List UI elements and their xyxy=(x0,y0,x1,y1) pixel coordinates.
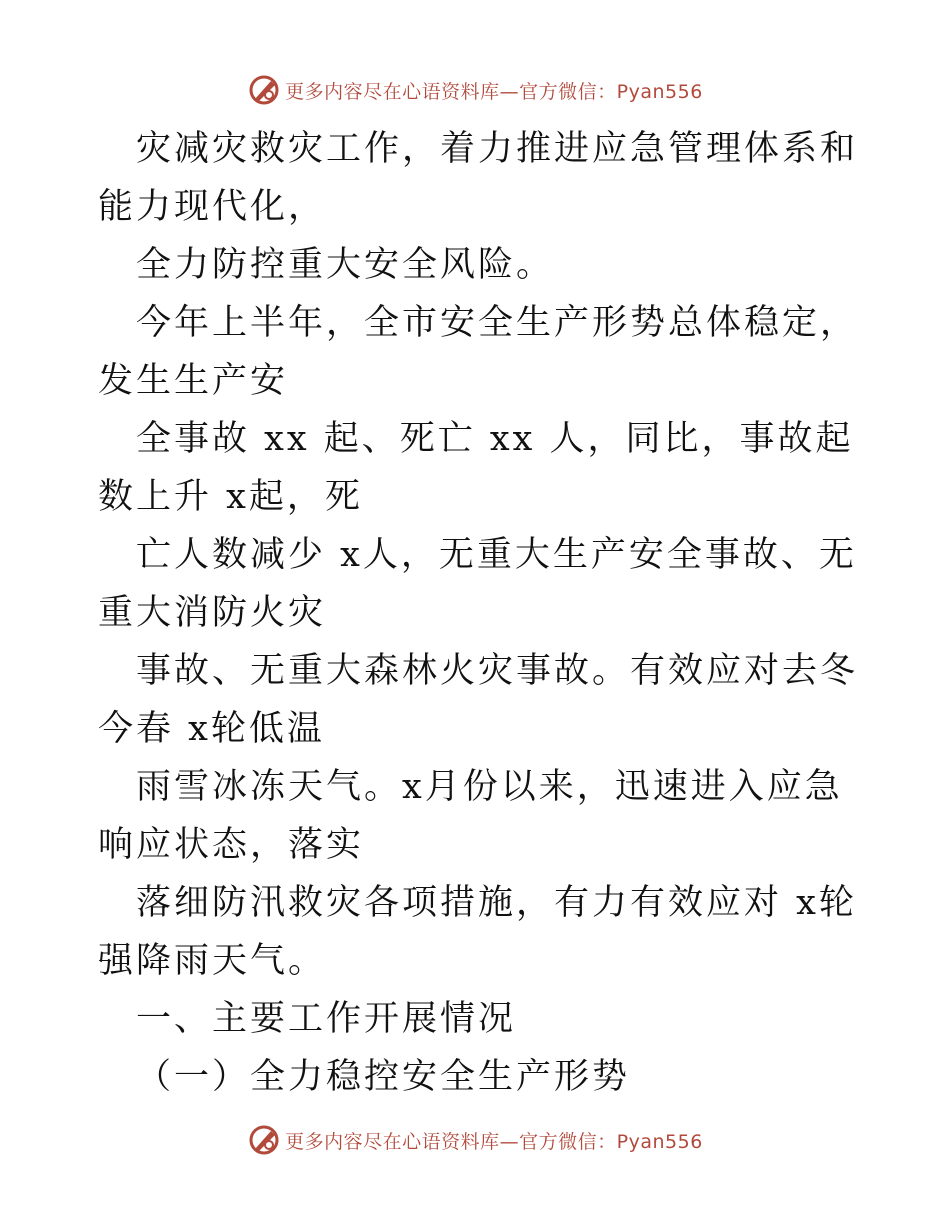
watermark-text: 更多内容尽在心语资料库—官方微信：Pyan556 xyxy=(285,1130,703,1153)
document-body xyxy=(98,120,858,1106)
watermark-logo-icon xyxy=(247,73,281,107)
paragraph: 全力防控重大安全风险。 xyxy=(136,245,555,285)
paragraph: 事故、无重大森林火灾事故。有效应对去冬今春 x轮低温 xyxy=(98,651,859,749)
watermark-text: 更多内容尽在心语资料库—官方微信：Pyan556 xyxy=(285,80,703,103)
header-watermark xyxy=(0,70,950,110)
paragraph: 灾减灾救灾工作，着力推进应急管理体系和能力现代化， xyxy=(98,129,859,227)
watermark-logo-icon xyxy=(247,1123,281,1157)
subsection-heading: （一）全力稳控安全生产形势 xyxy=(136,1057,631,1097)
paragraph: 全事故 xx 起、死亡 xx 人，同比，事故起数上升 x起，死 xyxy=(98,419,854,517)
paragraph: 落细防汛救灾各项措施，有力有效应对 x轮强降雨天气。 xyxy=(98,883,857,981)
section-heading: 一、主要工作开展情况 xyxy=(136,999,517,1039)
paragraph: 亡人数减少 x人，无重大生产安全事故、无重大消防火灾 xyxy=(98,535,857,633)
paragraph: 今年上半年，全市安全生产形势总体稳定，发生生产安 xyxy=(98,303,859,401)
paragraph: 雨雪冰冻天气。x月份以来，迅速进入应急响应状态，落实 xyxy=(98,767,843,865)
footer-watermark xyxy=(0,1120,950,1160)
